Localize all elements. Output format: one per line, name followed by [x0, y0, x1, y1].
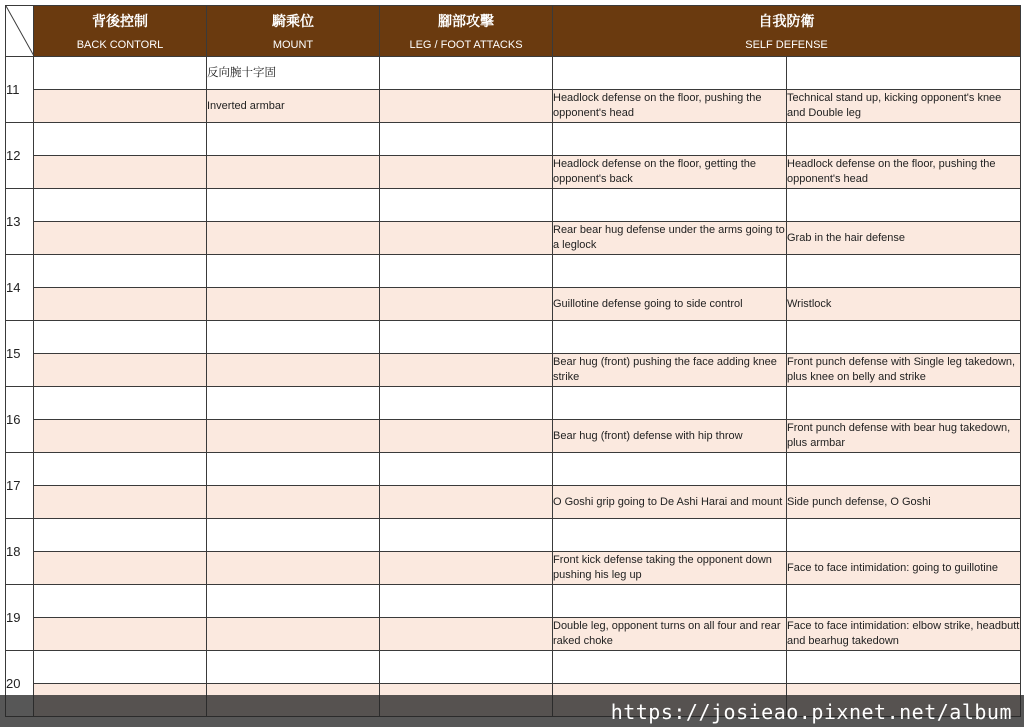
self-defense-cell: Bear hug (front) defense with hip throw: [553, 420, 787, 453]
table-row: [6, 90, 1021, 123]
self-defense-cell: [553, 321, 787, 354]
table-row: [6, 519, 1021, 552]
mount-cell: [207, 189, 380, 222]
leg-attacks-cell: [380, 585, 553, 618]
self-defense-cell: [787, 123, 1021, 156]
row-number: 14: [6, 255, 34, 321]
self-defense-cell: Front punch defense with Single leg takedown, plus knee on belly and strike: [787, 354, 1021, 387]
self-defense-cell: [553, 585, 787, 618]
table-row: [6, 552, 1021, 585]
self-defense-cell: [787, 519, 1021, 552]
mount-zh-text: 反向腕十字固: [207, 65, 276, 79]
header-en: SELF DEFENSE: [745, 39, 828, 51]
mount-cell: [207, 222, 380, 255]
self-defense-cell: [553, 255, 787, 288]
self-defense-cell: [787, 255, 1021, 288]
self-defense-cell: [553, 651, 787, 684]
mount-cell: [207, 651, 380, 684]
self-defense-cell: Headlock defense on the floor, pushing the opponent's head: [787, 156, 1021, 189]
row-number: 20: [6, 651, 34, 717]
leg-attacks-cell: [380, 552, 553, 585]
self-defense-cell: Face to face intimidation: going to guillotine: [787, 552, 1021, 585]
leg-attacks-cell: [380, 651, 553, 684]
self-defense-cell: [787, 651, 1021, 684]
header-row: [6, 6, 1021, 57]
self-defense-cell: Face to face intimidation: elbow strike, headbutt and bearhug takedown: [787, 618, 1021, 651]
table-row: [6, 222, 1021, 255]
table-row: [6, 618, 1021, 651]
self-defense-cell: Side punch defense, O Goshi: [787, 486, 1021, 519]
self-defense-cell: Headlock defense on the floor, pushing the opponent's head: [553, 90, 787, 123]
table-row: [6, 57, 1021, 90]
table-row: [6, 156, 1021, 189]
leg-attacks-cell: [380, 57, 553, 90]
mount-cell: [207, 519, 380, 552]
mount-cell: [207, 585, 380, 618]
leg-attacks-cell: [380, 156, 553, 189]
leg-attacks-cell: [380, 387, 553, 420]
schedule-table: [5, 5, 1021, 717]
self-defense-cell: Guillotine defense going to side control: [553, 288, 787, 321]
mount-cell: [207, 57, 380, 90]
self-defense-cell: Front punch defense with bear hug takedown, plus armbar: [787, 420, 1021, 453]
header-en: MOUNT: [272, 39, 314, 51]
back-control-cell: [34, 222, 207, 255]
table-row: [6, 321, 1021, 354]
mount-cell: [207, 486, 380, 519]
self-defense-cell: [553, 57, 787, 90]
mount-cell: [207, 552, 380, 585]
self-defense-cell: Technical stand up, kicking opponent's knee and Double leg: [787, 90, 1021, 123]
table-row: [6, 387, 1021, 420]
back-control-cell: [34, 618, 207, 651]
back-control-cell: [34, 255, 207, 288]
self-defense-cell: [787, 585, 1021, 618]
back-control-cell: [34, 90, 207, 123]
table-row: [6, 288, 1021, 321]
table-row: [6, 420, 1021, 453]
self-defense-cell: [787, 387, 1021, 420]
self-defense-cell: Wristlock: [787, 288, 1021, 321]
table-row: [6, 585, 1021, 618]
table-row: [6, 189, 1021, 222]
mount-cell: [207, 255, 380, 288]
mount-cell: [207, 123, 380, 156]
mount-cell: [207, 387, 380, 420]
mount-cell: [207, 288, 380, 321]
back-control-cell: [34, 321, 207, 354]
back-control-cell: [34, 189, 207, 222]
header-mount: [207, 6, 380, 57]
table-row: [6, 354, 1021, 387]
row-number: 18: [6, 519, 34, 585]
table-row: [6, 123, 1021, 156]
corner-cell: [6, 6, 34, 57]
leg-attacks-cell: [380, 123, 553, 156]
self-defense-cell: Double leg, opponent turns on all four and rear raked choke: [553, 618, 787, 651]
self-defense-cell: [553, 453, 787, 486]
back-control-cell: [34, 288, 207, 321]
header-en: LEG / FOOT ATTACKS: [409, 39, 523, 51]
leg-attacks-cell: [380, 420, 553, 453]
self-defense-cell: Headlock defense on the floor, getting the opponent's back: [553, 156, 787, 189]
row-number: 17: [6, 453, 34, 519]
mount-cell: [207, 354, 380, 387]
back-control-cell: [34, 420, 207, 453]
leg-attacks-cell: [380, 453, 553, 486]
self-defense-cell: [787, 321, 1021, 354]
leg-attacks-cell: [380, 618, 553, 651]
mount-cell: [207, 453, 380, 486]
row-number: 13: [6, 189, 34, 255]
back-control-cell: [34, 156, 207, 189]
back-control-cell: [34, 453, 207, 486]
header-en: BACK CONTORL: [76, 39, 164, 51]
leg-attacks-cell: [380, 354, 553, 387]
leg-attacks-cell: [380, 288, 553, 321]
header-zh: 背後控制: [92, 14, 148, 30]
mount-cell: [207, 420, 380, 453]
leg-attacks-cell: [380, 321, 553, 354]
header-zh: 腳部攻擊: [438, 14, 494, 30]
mount-cell: Inverted armbar: [207, 90, 380, 123]
self-defense-cell: [553, 189, 787, 222]
self-defense-cell: [787, 57, 1021, 90]
back-control-cell: [34, 486, 207, 519]
row-number: 19: [6, 585, 34, 651]
table-row: [6, 255, 1021, 288]
table-row: [6, 651, 1021, 684]
table-row: [6, 486, 1021, 519]
row-number: 12: [6, 123, 34, 189]
row-number: 15: [6, 321, 34, 387]
leg-attacks-cell: [380, 255, 553, 288]
header-back-control: [34, 6, 207, 57]
header-zh: 自我防衛: [758, 14, 815, 30]
mount-cell: [207, 156, 380, 189]
self-defense-cell: Rear bear hug defense under the arms going to a leglock: [553, 222, 787, 255]
self-defense-cell: O Goshi grip going to De Ashi Harai and mount: [553, 486, 787, 519]
self-defense-cell: Front kick defense taking the opponent down pushing his leg up: [553, 552, 787, 585]
leg-attacks-cell: [380, 189, 553, 222]
back-control-cell: [34, 354, 207, 387]
back-control-cell: [34, 552, 207, 585]
back-control-cell: [34, 585, 207, 618]
back-control-cell: [34, 387, 207, 420]
self-defense-cell: [787, 453, 1021, 486]
leg-attacks-cell: [380, 222, 553, 255]
row-number: 11: [6, 57, 34, 123]
leg-attacks-cell: [380, 519, 553, 552]
back-control-cell: [34, 57, 207, 90]
row-number: 16: [6, 387, 34, 453]
self-defense-cell: [553, 387, 787, 420]
self-defense-cell: [553, 123, 787, 156]
self-defense-cell: Grab in the hair defense: [787, 222, 1021, 255]
header-leg-attacks: [380, 6, 553, 57]
mount-cell: [207, 321, 380, 354]
leg-attacks-cell: [380, 486, 553, 519]
mount-cell: [207, 618, 380, 651]
leg-attacks-cell: [380, 90, 553, 123]
back-control-cell: [34, 519, 207, 552]
self-defense-cell: [553, 519, 787, 552]
self-defense-cell: Bear hug (front) pushing the face adding knee strike: [553, 354, 787, 387]
table-row: [6, 453, 1021, 486]
back-control-cell: [34, 123, 207, 156]
diagonal-line-icon: [6, 6, 34, 56]
header-self-defense: [553, 6, 1021, 57]
watermark-url: https://josieao.pixnet.net/album: [610, 700, 1012, 724]
header-zh: 騎乘位: [272, 14, 314, 30]
self-defense-cell: [787, 189, 1021, 222]
back-control-cell: [34, 651, 207, 684]
